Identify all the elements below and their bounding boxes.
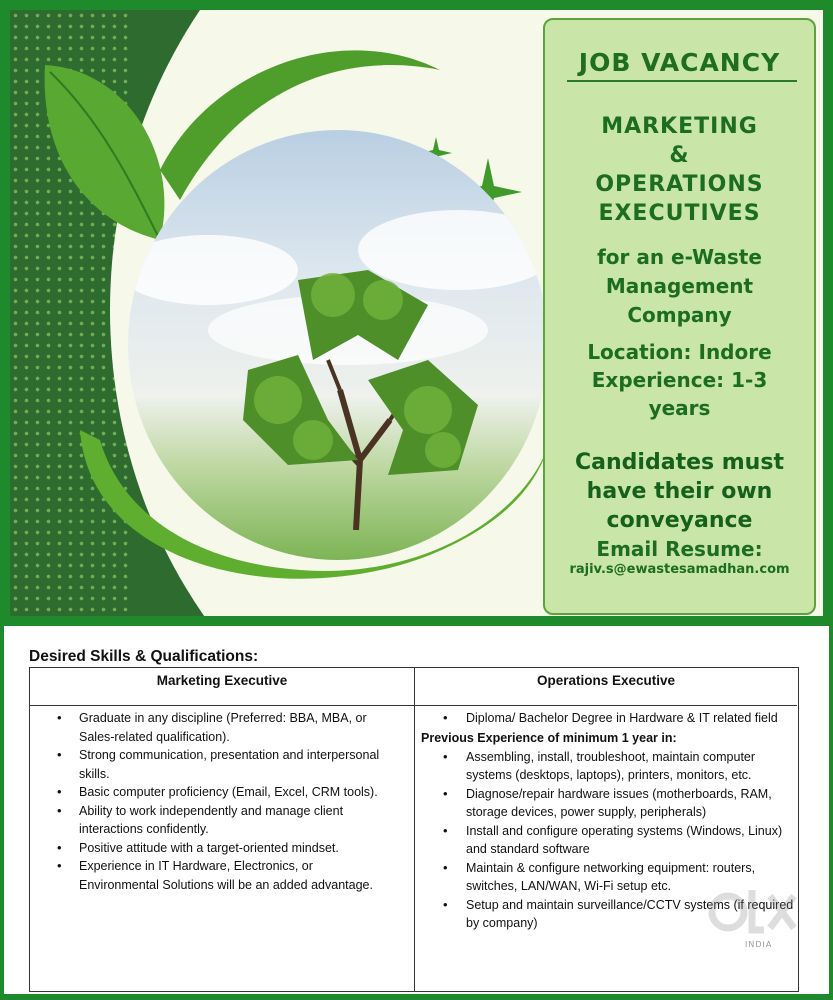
vacancy-info-panel (543, 18, 816, 615)
marketing-list (30, 709, 414, 894)
role-line: MARKETING (601, 114, 758, 139)
title-underline (567, 80, 797, 82)
experience-line: Experience: 1-3 (591, 368, 768, 392)
marketing-column (30, 668, 415, 991)
company-line: for an e-Waste (597, 245, 762, 269)
list-item: • Maintain & configure networking equipment: routers, switches, LAN/WAN, Wi-Fi setup etc. (415, 859, 797, 896)
list-item: • Diagnose/repair hardware issues (motherboards, RAM, storage devices, power supply, peripherals) (415, 785, 797, 822)
operations-header: Operations Executive (415, 668, 797, 706)
frame-left (0, 626, 4, 1000)
company-line: Management (605, 274, 754, 298)
frame-right (829, 626, 833, 1000)
email-address[interactable]: rajiv.s@ewastesamadhan.com (569, 562, 790, 577)
list-item: • Assembling, install, troubleshoot, maintain computer systems (desktops, laptops), printers, monitors, etc. (415, 748, 797, 785)
list-item: • Diploma/ Bachelor Degree in Hardware & IT related field (415, 709, 797, 728)
location-line: Location: Indore (587, 340, 772, 364)
list-item: • Strong communication, presentation and interpersonal skills. (30, 746, 396, 783)
conveyance-line: conveyance (606, 508, 753, 533)
recycle-tree-icon (128, 130, 548, 560)
frame-bottom (0, 994, 833, 1000)
list-item: • Install and configure operating systems (Windows, Linux) and standard software (415, 822, 797, 859)
list-item: • Graduate in any discipline (Preferred: BBA, MBA, or Sales-related qualification). (30, 709, 396, 746)
company-text (545, 243, 814, 330)
skills-table (29, 667, 799, 992)
watermark-text: INDIA (745, 940, 773, 949)
email-label: Email Resume: (596, 537, 763, 561)
list-item: • Basic computer proficiency (Email, Excel, CRM tools). (30, 783, 396, 802)
list-item: • Experience in IT Hardware, Electronics, or Environmental Solutions will be an added advantage. (30, 857, 396, 894)
list-item: • Positive attitude with a target-oriented mindset. (30, 839, 396, 858)
location-experience (545, 338, 814, 422)
previous-experience-label: Previous Experience of minimum 1 year in: (421, 730, 677, 745)
skills-heading: Desired Skills & Qualifications: (29, 648, 259, 665)
company-line: Company (627, 303, 732, 327)
recycle-tree-scene (128, 130, 548, 560)
roles-text (545, 112, 814, 228)
experience-line: years (648, 396, 711, 420)
operations-first-list (415, 709, 797, 728)
conveyance-line: have their own (586, 479, 773, 504)
role-line: EXECUTIVES (598, 201, 761, 226)
list-item: • Setup and maintain surveillance/CCTV systems (if required by company) (415, 896, 797, 933)
vacancy-title: JOB VACANCY (578, 48, 781, 77)
marketing-header: Marketing Executive (30, 668, 414, 706)
role-line: & (669, 143, 690, 168)
conveyance-line: Candidates must (575, 450, 784, 475)
conveyance-note (545, 448, 814, 535)
list-item: • Ability to work independently and manage client interactions confidently. (30, 802, 396, 839)
role-line: OPERATIONS (595, 172, 764, 197)
